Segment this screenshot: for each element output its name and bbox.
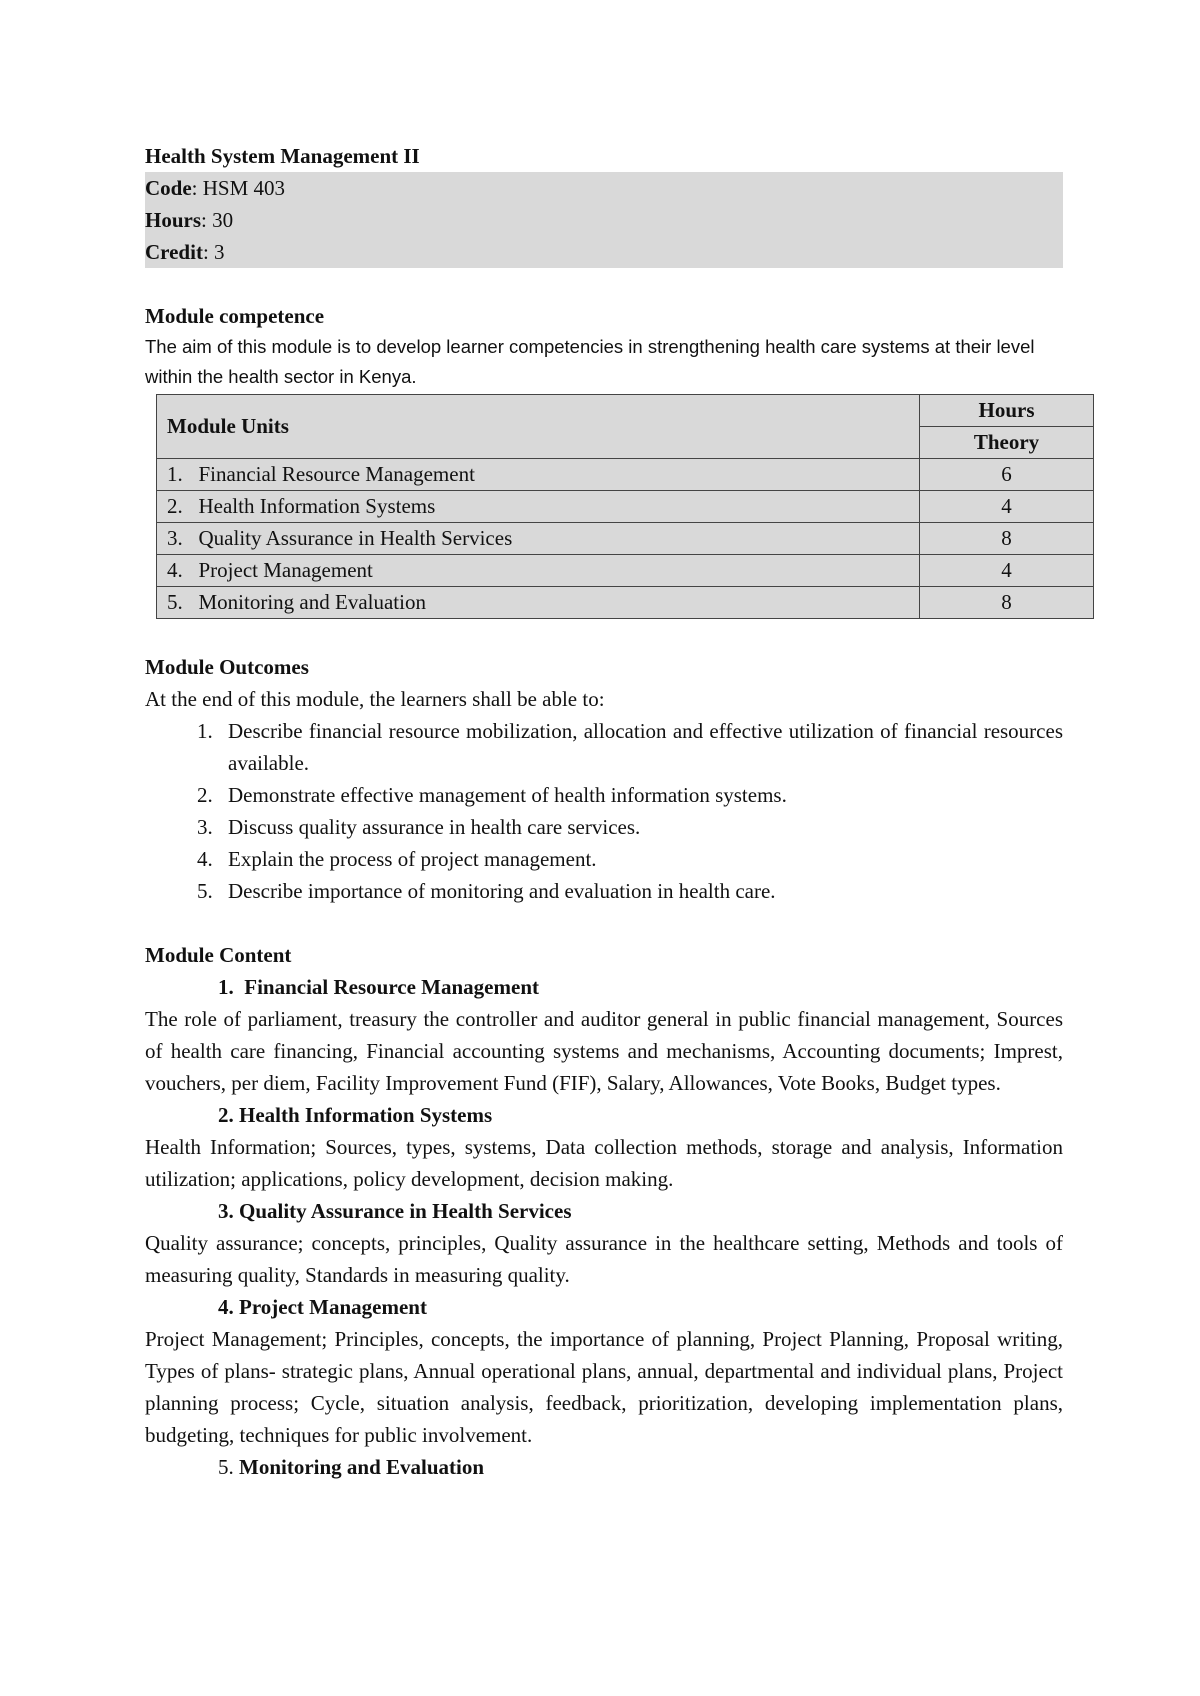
outcomes-intro: At the end of this module, the learners shall be able to: bbox=[145, 687, 605, 711]
list-item: 4. Explain the process of project management. bbox=[218, 843, 1063, 875]
table-row bbox=[157, 459, 1094, 491]
credit-line bbox=[145, 236, 1063, 268]
hours-value: : 30 bbox=[201, 208, 234, 232]
theory-cell: 4 bbox=[920, 555, 1094, 587]
hours-column-header: Hours bbox=[920, 395, 1094, 427]
code-label: Code bbox=[145, 176, 192, 200]
document-page bbox=[145, 140, 1063, 1483]
theory-cell: 8 bbox=[920, 523, 1094, 555]
content-section-body: Quality assurance; concepts, principles, Quality assurance in the healthcare setting, Methods and tools of measuring quality, Standards in measuring quality. bbox=[145, 1231, 1063, 1287]
competence-heading: Module competence bbox=[145, 304, 325, 328]
theory-column-header: Theory bbox=[920, 427, 1094, 459]
table-row bbox=[157, 587, 1094, 619]
content-section-body: Health Information; Sources, types, systems, Data collection methods, storage and analysis, Information utilization; applications, policy development, decision making. bbox=[145, 1135, 1063, 1191]
unit-cell: 3. Quality Assurance in Health Services bbox=[157, 523, 920, 555]
table-header-row bbox=[157, 395, 1094, 427]
content-section-title-last bbox=[145, 1451, 1063, 1483]
content-section-body: Project Management; Principles, concepts, the importance of planning, Project Planning, Proposal writing, Types of plans- strategic plans, Annual operational plans, annual, departmental and individual plans, Project planning process; Cycle, situation analysis, feedback, prioritization, developing implementation plans, budgeting, techniques for public involvement. bbox=[145, 1327, 1063, 1447]
table-row bbox=[157, 491, 1094, 523]
theory-cell: 4 bbox=[920, 491, 1094, 523]
module-units-table bbox=[156, 394, 1094, 619]
content-section-title: 1. Financial Resource Management bbox=[218, 975, 539, 999]
unit-cell: 5. Monitoring and Evaluation bbox=[157, 587, 920, 619]
section-title-text: Monitoring and Evaluation bbox=[239, 1455, 485, 1479]
credit-value: : 3 bbox=[202, 240, 225, 264]
theory-cell: 6 bbox=[920, 459, 1094, 491]
content-section-title: 4. Project Management bbox=[218, 1295, 427, 1319]
content-heading: Module Content bbox=[145, 943, 292, 967]
table-row bbox=[157, 523, 1094, 555]
theory-cell: 8 bbox=[920, 587, 1094, 619]
unit-cell: 1. Financial Resource Management bbox=[157, 459, 920, 491]
table-row bbox=[157, 555, 1094, 587]
list-item: 1. Describe financial resource mobilization, allocation and effective utilization of financial resources available. bbox=[218, 715, 1063, 779]
module-meta-box bbox=[145, 172, 1063, 268]
list-item: 2. Demonstrate effective management of health information systems. bbox=[218, 779, 1063, 811]
hours-label: Hours bbox=[145, 208, 202, 232]
outcomes-list bbox=[145, 715, 1063, 907]
content-section-body: The role of parliament, treasury the controller and auditor general in public financial management, Sources of health care financing, Financial accounting systems and mechanisms, Accounting documents; Imprest, vouchers, per diem, Facility Improvement Fund (FIF), Salary, Allowances, Vote Books, Budget types. bbox=[145, 1007, 1063, 1095]
unit-cell: 4. Project Management bbox=[157, 555, 920, 587]
competence-text: The aim of this module is to develop learner competencies in strengthening health care systems at their level within the health sector in Kenya. bbox=[145, 336, 1035, 387]
unit-cell: 2. Health Information Systems bbox=[157, 491, 920, 523]
list-item: 3. Discuss quality assurance in health care services. bbox=[218, 811, 1063, 843]
code-value: : HSM 403 bbox=[191, 176, 286, 200]
hours-line bbox=[145, 204, 1063, 236]
credit-label: Credit bbox=[145, 240, 203, 264]
module-title: Health System Management II bbox=[145, 144, 420, 168]
units-column-header: Module Units bbox=[157, 395, 920, 459]
code-line bbox=[145, 172, 1063, 204]
outcomes-heading: Module Outcomes bbox=[145, 655, 309, 679]
section-number: 5. bbox=[218, 1455, 239, 1479]
list-item: 5. Describe importance of monitoring and evaluation in health care. bbox=[218, 875, 1063, 907]
content-section-title: 2. Health Information Systems bbox=[218, 1103, 493, 1127]
content-section-title: 3. Quality Assurance in Health Services bbox=[218, 1199, 572, 1223]
